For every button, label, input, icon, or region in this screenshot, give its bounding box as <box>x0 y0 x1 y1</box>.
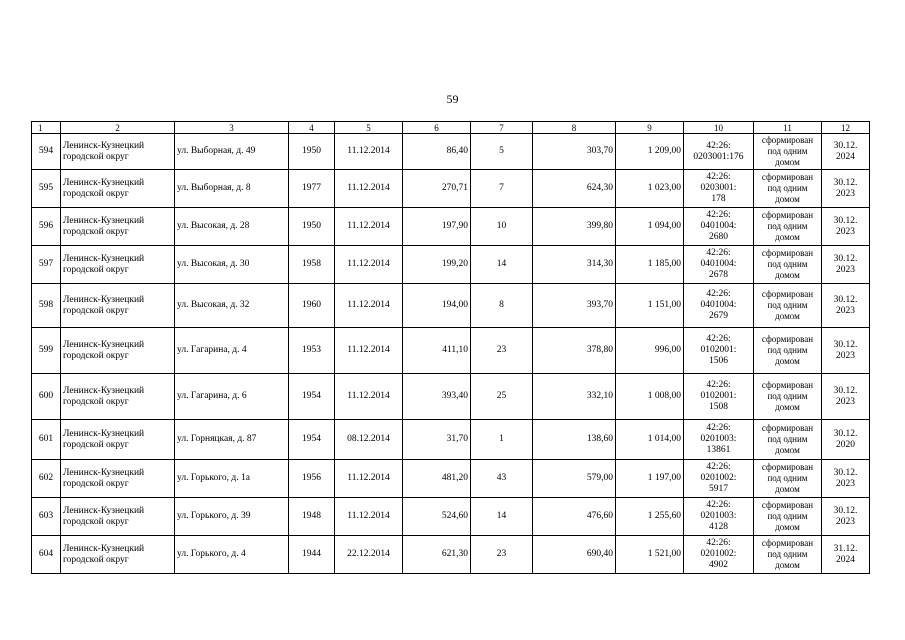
cadastral-number-cell-line: 2679 <box>709 311 728 321</box>
cadastral-number-cell-line: 42:26: <box>706 172 731 182</box>
land-status-cell-line: под одним <box>767 183 808 193</box>
cost-cell: 1 023,00 <box>616 170 684 208</box>
cost-cell: 1 185,00 <box>616 246 684 284</box>
address-cell: ул. Высокая, д. 32 <box>175 284 289 328</box>
cadastral-number-cell-line: 13861 <box>706 445 731 455</box>
column-number: 7 <box>471 122 533 134</box>
municipality-cell: Ленинск-Кузнецкий городской округ <box>61 284 175 328</box>
cost-cell: 1 521,00 <box>616 536 684 574</box>
address-cell: ул. Выборная, д. 49 <box>175 134 289 170</box>
plot-area-cell: 314,30 <box>533 246 616 284</box>
column-number: 9 <box>616 122 684 134</box>
cadastral-number-cell <box>684 460 754 498</box>
cadastral-number-cell <box>684 134 754 170</box>
deadline-cell-line: 30.12. <box>833 428 858 439</box>
deadline-cell-line: 30.12. <box>833 253 858 264</box>
area-cell: 411,10 <box>403 328 471 374</box>
table-row <box>32 134 870 170</box>
date-cell: 11.12.2014 <box>335 134 403 170</box>
municipality-cell: Ленинск-Кузнецкий городской округ <box>61 420 175 460</box>
plot-area-cell: 393,70 <box>533 284 616 328</box>
row-number: 596 <box>32 208 61 246</box>
build-year-cell: 1950 <box>289 208 335 246</box>
cadastral-number-cell-line: 0102001: <box>700 345 737 355</box>
build-year-cell: 1954 <box>289 420 335 460</box>
cost-cell: 1 255,60 <box>616 498 684 536</box>
column-number-row <box>32 122 870 134</box>
area-cell: 270,71 <box>403 170 471 208</box>
plot-area-cell: 332,10 <box>533 374 616 420</box>
plot-area-cell: 624,30 <box>533 170 616 208</box>
cost-cell: 1 008,00 <box>616 374 684 420</box>
deadline-cell <box>822 498 870 536</box>
residents-cell: 23 <box>471 328 533 374</box>
land-status-cell <box>754 208 822 246</box>
land-status-cell <box>754 420 822 460</box>
cadastral-number-cell <box>684 420 754 460</box>
area-cell: 199,20 <box>403 246 471 284</box>
deadline-cell-line: 30.12. <box>833 385 858 396</box>
build-year-cell: 1960 <box>289 284 335 328</box>
land-status-cell-line: сформирован <box>761 210 814 220</box>
cadastral-number-cell-line: 0401004: <box>700 259 737 269</box>
cadastral-number-cell-line: 42:26: <box>706 210 731 220</box>
residents-cell: 8 <box>471 284 533 328</box>
row-number: 604 <box>32 536 61 574</box>
cadastral-number-cell-line: 42:26: <box>706 423 731 433</box>
land-status-cell <box>754 170 822 208</box>
deadline-cell-line: 2024 <box>836 554 855 565</box>
column-number: 1 <box>32 122 61 134</box>
date-cell: 11.12.2014 <box>335 498 403 536</box>
cadastral-number-cell <box>684 284 754 328</box>
cadastral-number-cell-line: 42:26: <box>706 538 731 548</box>
cost-cell: 1 014,00 <box>616 420 684 460</box>
deadline-cell-line: 30.12. <box>833 505 858 516</box>
cadastral-number-cell <box>684 374 754 420</box>
column-number: 8 <box>533 122 616 134</box>
table-row <box>32 536 870 574</box>
land-status-cell-line: под одним <box>767 345 808 355</box>
deadline-cell-line: 2023 <box>836 305 855 316</box>
table-row <box>32 460 870 498</box>
municipality-cell: Ленинск-Кузнецкий городской округ <box>61 208 175 246</box>
build-year-cell: 1950 <box>289 134 335 170</box>
residents-cell: 43 <box>471 460 533 498</box>
land-status-cell-line: сформирован <box>761 500 814 510</box>
land-status-cell-line: под одним <box>767 391 808 401</box>
cadastral-number-cell-line: 42:26: <box>706 140 731 151</box>
date-cell: 11.12.2014 <box>335 208 403 246</box>
column-number: 5 <box>335 122 403 134</box>
deadline-cell-line: 2023 <box>836 516 855 527</box>
date-cell: 22.12.2014 <box>335 536 403 574</box>
deadline-cell-line: 2020 <box>836 439 855 450</box>
land-status-cell <box>754 328 822 374</box>
build-year-cell: 1977 <box>289 170 335 208</box>
deadline-cell-line: 30.12. <box>833 140 858 151</box>
land-status-cell-line: сформирован <box>761 334 814 344</box>
land-status-cell-line: под одним <box>767 259 808 269</box>
cost-cell: 1 094,00 <box>616 208 684 246</box>
cadastral-number-cell-line: 0401004: <box>700 300 737 310</box>
cost-cell: 1 151,00 <box>616 284 684 328</box>
date-cell: 11.12.2014 <box>335 246 403 284</box>
land-status-cell-line: сформирован <box>761 172 814 182</box>
residents-cell: 14 <box>471 246 533 284</box>
cadastral-number-cell-line: 0203001:176 <box>693 151 744 162</box>
residents-cell: 25 <box>471 374 533 420</box>
cadastral-number-cell-line: 42:26: <box>706 334 731 344</box>
plot-area-cell: 476,60 <box>533 498 616 536</box>
land-status-cell-line: домом <box>775 560 800 570</box>
cadastral-number-cell-line: 178 <box>711 194 726 204</box>
row-number: 602 <box>32 460 61 498</box>
deadline-cell <box>822 328 870 374</box>
land-status-cell-line: домом <box>775 356 800 366</box>
cadastral-number-cell-line: 5917 <box>709 484 728 494</box>
row-number: 597 <box>32 246 61 284</box>
cadastral-number-cell-line: 0401004: <box>700 221 737 231</box>
table-row <box>32 420 870 460</box>
municipality-cell: Ленинск-Кузнецкий городской округ <box>61 246 175 284</box>
area-cell: 481,20 <box>403 460 471 498</box>
plot-area-cell: 399,80 <box>533 208 616 246</box>
land-status-cell-line: домом <box>775 311 800 321</box>
cadastral-number-cell <box>684 328 754 374</box>
column-number: 11 <box>754 122 822 134</box>
area-cell: 194,00 <box>403 284 471 328</box>
cadastral-number-cell-line: 0201003: <box>700 434 737 444</box>
deadline-cell <box>822 134 870 170</box>
municipality-cell: Ленинск-Кузнецкий городской округ <box>61 374 175 420</box>
address-cell: ул. Горького, д. 1а <box>175 460 289 498</box>
row-number: 603 <box>32 498 61 536</box>
address-cell: ул. Горького, д. 4 <box>175 536 289 574</box>
plot-area-cell: 303,70 <box>533 134 616 170</box>
table-row <box>32 246 870 284</box>
plot-area-cell: 690,40 <box>533 536 616 574</box>
land-status-cell <box>754 246 822 284</box>
land-status-cell <box>754 374 822 420</box>
land-status-cell-line: домом <box>775 402 800 412</box>
cadastral-number-cell-line: 1508 <box>709 402 728 412</box>
area-cell: 86,40 <box>403 134 471 170</box>
land-status-cell-line: сформирован <box>761 380 814 390</box>
build-year-cell: 1954 <box>289 374 335 420</box>
deadline-cell-line: 31.12. <box>833 543 858 554</box>
cadastral-number-cell <box>684 208 754 246</box>
land-status-cell-line: домом <box>775 194 800 204</box>
table-row <box>32 498 870 536</box>
land-status-cell <box>754 498 822 536</box>
land-status-cell-line: под одним <box>767 549 808 559</box>
cadastral-number-cell <box>684 170 754 208</box>
land-status-cell <box>754 134 822 170</box>
page-number: 59 <box>446 92 459 106</box>
deadline-cell-line: 30.12. <box>833 467 858 478</box>
residents-cell: 5 <box>471 134 533 170</box>
deadline-cell-line: 30.12. <box>833 215 858 226</box>
build-year-cell: 1944 <box>289 536 335 574</box>
date-cell: 11.12.2014 <box>335 374 403 420</box>
build-year-cell: 1953 <box>289 328 335 374</box>
cadastral-number-cell-line: 42:26: <box>706 248 731 258</box>
area-cell: 524,60 <box>403 498 471 536</box>
land-status-cell-line: под одним <box>767 473 808 483</box>
build-year-cell: 1948 <box>289 498 335 536</box>
municipality-cell: Ленинск-Кузнецкий городской округ <box>61 460 175 498</box>
deadline-cell <box>822 284 870 328</box>
column-number: 6 <box>403 122 471 134</box>
address-cell: ул. Горького, д. 39 <box>175 498 289 536</box>
cost-cell: 1 197,00 <box>616 460 684 498</box>
address-cell: ул. Горняцкая, д. 87 <box>175 420 289 460</box>
deadline-cell <box>822 374 870 420</box>
table-row <box>32 284 870 328</box>
land-status-cell-line: сформирован <box>761 289 814 299</box>
deadline-cell-line: 30.12. <box>833 177 858 188</box>
table-row <box>32 170 870 208</box>
deadline-cell <box>822 420 870 460</box>
land-status-cell-line: домом <box>775 522 800 532</box>
address-cell: ул. Гагарина, д. 6 <box>175 374 289 420</box>
cadastral-number-cell-line: 4128 <box>709 522 728 532</box>
cadastral-number-cell-line: 0201002: <box>700 473 737 483</box>
residents-cell: 14 <box>471 498 533 536</box>
land-status-cell-line: домом <box>775 445 800 455</box>
land-status-cell-line: сформирован <box>761 248 814 258</box>
cost-cell: 1 209,00 <box>616 134 684 170</box>
residents-cell: 7 <box>471 170 533 208</box>
area-cell: 197,90 <box>403 208 471 246</box>
cadastral-number-cell-line: 42:26: <box>706 500 731 510</box>
row-number: 595 <box>32 170 61 208</box>
cadastral-number-cell-line: 0102001: <box>700 391 737 401</box>
municipality-cell: Ленинск-Кузнецкий городской округ <box>61 498 175 536</box>
land-status-cell-line: под одним <box>767 300 808 310</box>
address-cell: ул. Гагарина, д. 4 <box>175 328 289 374</box>
table-row <box>32 208 870 246</box>
deadline-cell-line: 2023 <box>836 226 855 237</box>
cadastral-number-cell-line: 1506 <box>709 356 728 366</box>
land-status-cell-line: сформирован <box>761 538 814 548</box>
column-number: 10 <box>684 122 754 134</box>
date-cell: 11.12.2014 <box>335 170 403 208</box>
land-status-cell-line: под одним <box>767 146 808 156</box>
cadastral-number-cell <box>684 536 754 574</box>
municipality-cell: Ленинск-Кузнецкий городской округ <box>61 536 175 574</box>
deadline-cell-line: 2024 <box>836 151 855 162</box>
cadastral-number-cell-line: 4902 <box>709 560 728 570</box>
deadline-cell-line: 2023 <box>836 350 855 361</box>
deadline-cell-line: 30.12. <box>833 294 858 305</box>
land-status-cell-line: домом <box>775 270 800 280</box>
date-cell: 11.12.2014 <box>335 284 403 328</box>
housing-registry-table <box>31 121 870 574</box>
table-row <box>32 374 870 420</box>
column-number: 12 <box>822 122 870 134</box>
municipality-cell: Ленинск-Кузнецкий городской округ <box>61 134 175 170</box>
municipality-cell: Ленинск-Кузнецкий городской округ <box>61 170 175 208</box>
land-status-cell <box>754 460 822 498</box>
deadline-cell <box>822 246 870 284</box>
cadastral-number-cell-line: 42:26: <box>706 380 731 390</box>
cadastral-number-cell-line: 0203001: <box>700 183 737 193</box>
area-cell: 31,70 <box>403 420 471 460</box>
land-status-cell-line: домом <box>775 232 800 242</box>
area-cell: 621,30 <box>403 536 471 574</box>
plot-area-cell: 579,00 <box>533 460 616 498</box>
land-status-cell-line: домом <box>775 157 800 167</box>
build-year-cell: 1958 <box>289 246 335 284</box>
cadastral-number-cell-line: 2678 <box>709 270 728 280</box>
cost-cell: 996,00 <box>616 328 684 374</box>
land-status-cell-line: сформирован <box>761 462 814 472</box>
land-status-cell-line: под одним <box>767 221 808 231</box>
land-status-cell-line: под одним <box>767 434 808 444</box>
date-cell: 11.12.2014 <box>335 328 403 374</box>
address-cell: ул. Высокая, д. 28 <box>175 208 289 246</box>
municipality-cell: Ленинск-Кузнецкий городской округ <box>61 328 175 374</box>
cadastral-number-cell <box>684 498 754 536</box>
column-number: 3 <box>175 122 289 134</box>
cadastral-number-cell-line: 0201003: <box>700 511 737 521</box>
cadastral-number-cell-line: 42:26: <box>706 289 731 299</box>
row-number: 594 <box>32 134 61 170</box>
residents-cell: 1 <box>471 420 533 460</box>
deadline-cell <box>822 536 870 574</box>
cadastral-number-cell-line: 2680 <box>709 232 728 242</box>
deadline-cell <box>822 170 870 208</box>
deadline-cell-line: 30.12. <box>833 339 858 350</box>
column-number: 2 <box>61 122 175 134</box>
land-status-cell-line: сформирован <box>761 423 814 433</box>
build-year-cell: 1956 <box>289 460 335 498</box>
cadastral-number-cell <box>684 246 754 284</box>
land-status-cell <box>754 536 822 574</box>
column-number: 4 <box>289 122 335 134</box>
row-number: 599 <box>32 328 61 374</box>
land-status-cell-line: сформирован <box>761 135 814 145</box>
deadline-cell-line: 2023 <box>836 264 855 275</box>
plot-area-cell: 138,60 <box>533 420 616 460</box>
date-cell: 08.12.2014 <box>335 420 403 460</box>
deadline-cell-line: 2023 <box>836 188 855 199</box>
deadline-cell <box>822 208 870 246</box>
cadastral-number-cell-line: 42:26: <box>706 462 731 472</box>
date-cell: 11.12.2014 <box>335 460 403 498</box>
address-cell: ул. Выборная, д. 8 <box>175 170 289 208</box>
row-number: 601 <box>32 420 61 460</box>
table-row <box>32 328 870 374</box>
deadline-cell-line: 2023 <box>836 396 855 407</box>
area-cell: 393,40 <box>403 374 471 420</box>
land-status-cell-line: домом <box>775 484 800 494</box>
row-number: 600 <box>32 374 61 420</box>
residents-cell: 10 <box>471 208 533 246</box>
cadastral-number-cell-line: 0201002: <box>700 549 737 559</box>
row-number: 598 <box>32 284 61 328</box>
land-status-cell-line: под одним <box>767 511 808 521</box>
residents-cell: 23 <box>471 536 533 574</box>
land-status-cell <box>754 284 822 328</box>
deadline-cell <box>822 460 870 498</box>
deadline-cell-line: 2023 <box>836 478 855 489</box>
plot-area-cell: 378,80 <box>533 328 616 374</box>
address-cell: ул. Высокая, д. 30 <box>175 246 289 284</box>
